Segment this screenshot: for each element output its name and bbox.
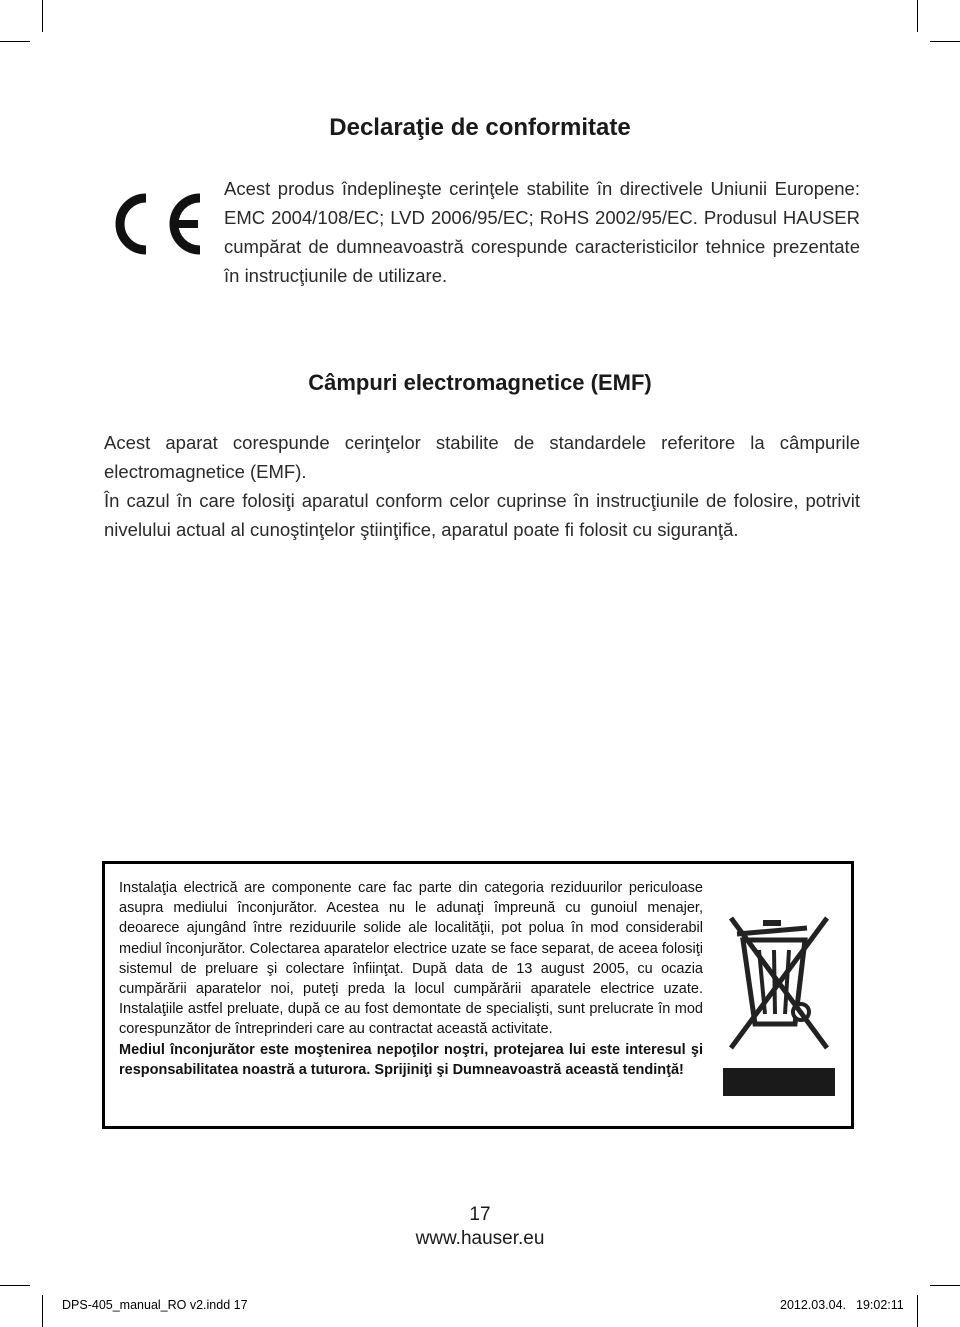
slug-file-info: DPS-405_manual_RO v2.indd 17: [62, 1298, 248, 1312]
crop-mark-top-left-horizontal: [0, 41, 30, 42]
crop-mark-bottom-right-horizontal: [930, 1285, 960, 1286]
crop-mark-top-left-vertical: [42, 0, 43, 32]
website-url: www.hauser.eu: [415, 1228, 545, 1249]
slug-date: 2012.03.04.: [780, 1298, 847, 1312]
ce-mark-icon: [104, 188, 208, 260]
emf-title: Câmpuri electromagnetice (EMF): [308, 370, 652, 395]
weee-strong-paragraph: Mediul înconjurător este moştenirea nepoţilor noştri, protejarea lui este interesul şi responsabilitatea noastră a tuturora. Sprijiniţi şi Dumneavoastră această tendinţă!: [119, 1041, 703, 1078]
page-number: 17: [469, 1204, 491, 1225]
crop-mark-bottom-right-vertical: [917, 1295, 918, 1327]
declaration-text: Acest produs îndeplineşte cerinţele stabilite în directivele Uniunii Europene: EMC 2004/108/EC; LVD 2006/95/EC; RoHS 2002/95/EC. Produsul HAUSER cumpărat de dumneavoastră corespunde caracteristicilor tehnice prezentate în instrucţiunile de utilizare.: [224, 178, 860, 286]
crop-mark-top-right-horizontal: [930, 41, 960, 42]
declaration-title: Declaraţie de conformitate: [329, 114, 631, 141]
slug-time: 19:02:11: [856, 1298, 904, 1312]
crop-mark-bottom-left-horizontal: [0, 1285, 30, 1286]
weee-paragraph: Instalaţia electrică are componente care fac parte din categoria reziduurilor periculoase asupra mediului înconjurător. Acestea nu le adunaţi împreună cu gunoiul menajer, deoarece ajungând între reziduurile solide ale localităţii, pot polua în mod considerabil mediul înconjurător. Colectarea aparatelor electrice uzate se face separat, de aceea folosiţi sistemul de preluare şi colectare înfiinţat. După data de 13 august 2005, cu ocazia cumpărării aparatelor noi, puteţi preda la locul cumpărării aparatele electrice uzate. Instalaţiile astfel preluate, după ce au fost demontate de specialişti, sunt prelucrate în mod corespunzător de întreprinderi care au contractat această activitate.: [119, 880, 703, 1038]
crop-mark-bottom-left-vertical: [42, 1295, 43, 1327]
emf-paragraph: În cazul în care folosiţi aparatul conform celor cuprinse în instrucţiunile de folosire, potrivit nivelului actual al cunoştinţelor ştiinţifice, aparatul poate fi folosit cu siguranţă.: [104, 490, 860, 540]
emf-body: [104, 428, 860, 544]
weee-notice-box: [102, 861, 854, 1129]
emf-paragraph: Acest aparat corespunde cerinţelor stabilite de standardele referitore la câmpurile electromagnetice (EMF).: [104, 432, 860, 482]
crop-mark-top-right-vertical: [917, 0, 918, 32]
weee-text: [119, 878, 703, 1080]
crossed-out-wheelie-bin-icon: [723, 888, 835, 1096]
